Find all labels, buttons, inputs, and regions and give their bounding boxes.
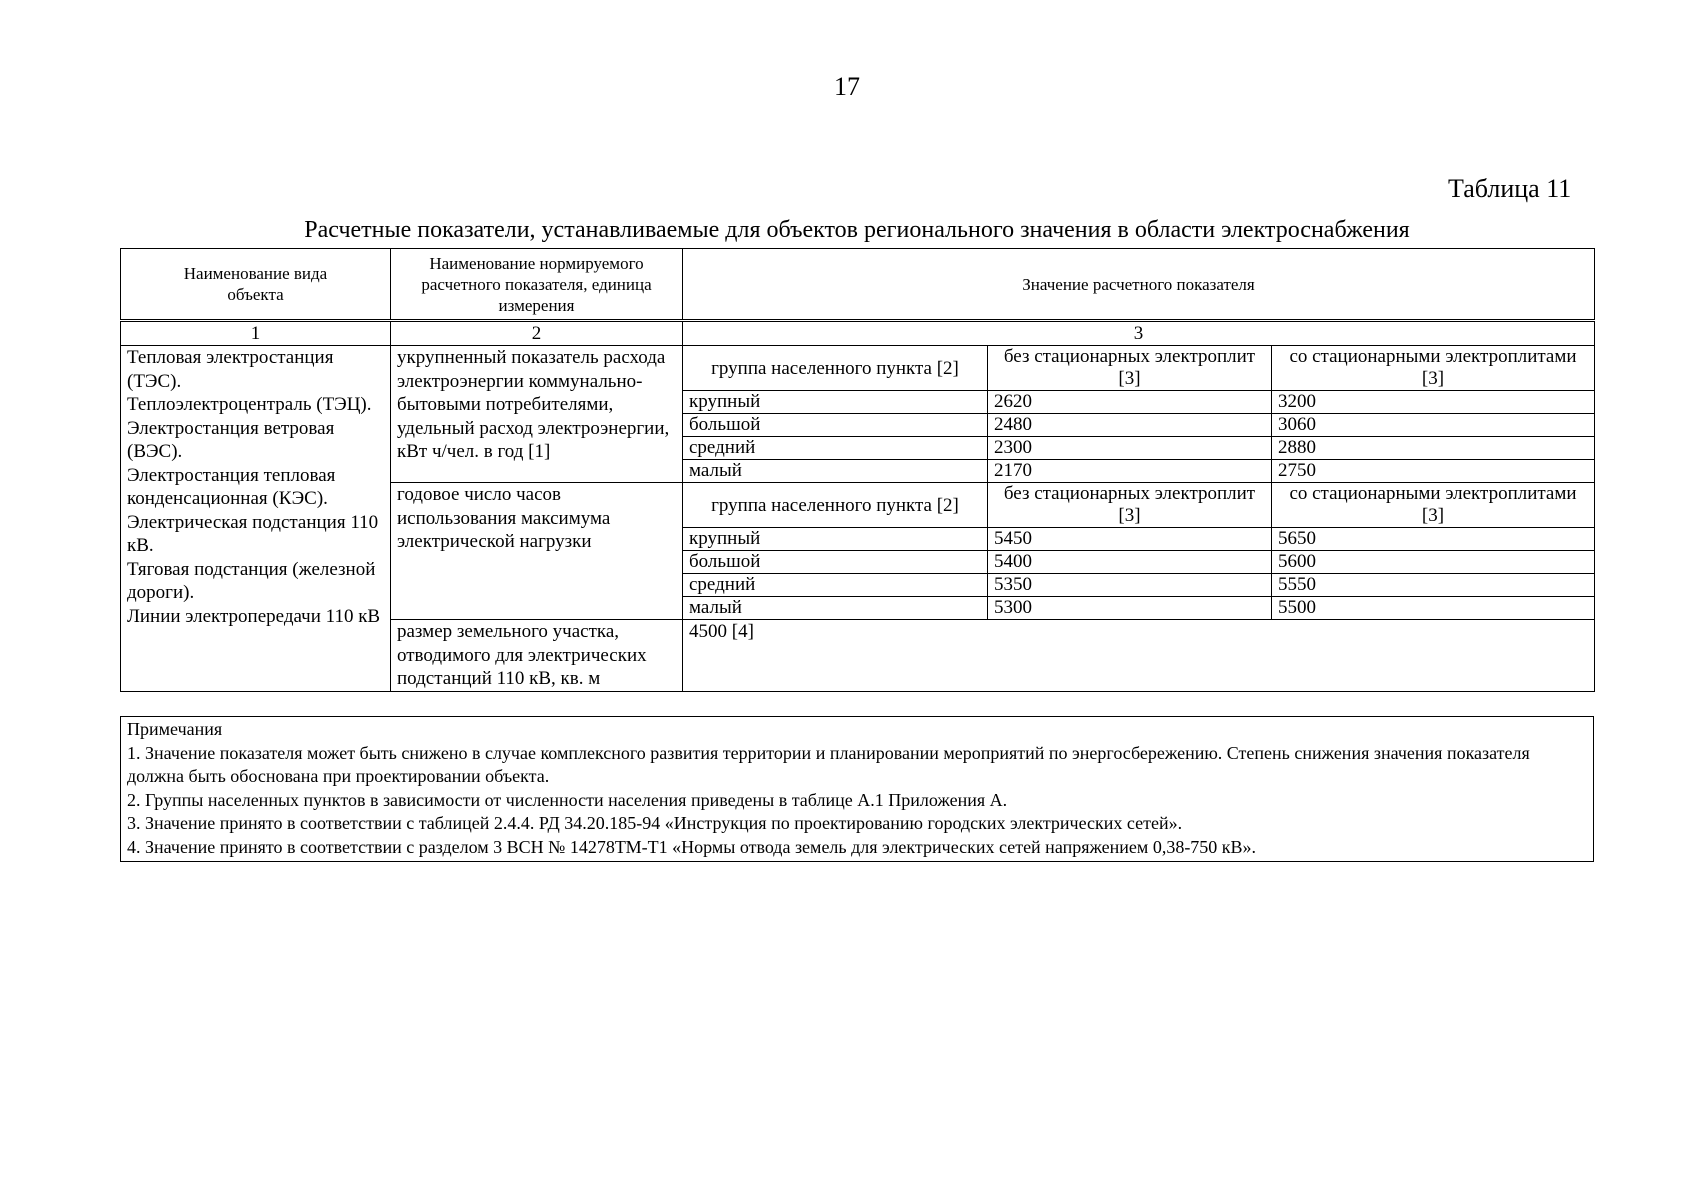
value-no-stove: 2480 — [988, 414, 1272, 437]
value-no-stove: 5300 — [988, 597, 1272, 620]
group-name: малый — [683, 597, 988, 620]
value-stove: 2750 — [1272, 460, 1595, 483]
group-name: большой — [683, 551, 988, 574]
value-no-stove: 5400 — [988, 551, 1272, 574]
object-type: Теплоэлектроцентраль (ТЭЦ). — [127, 394, 372, 415]
no-stove-header: без стационарных электроплит [3] — [988, 346, 1272, 391]
header-value: Значение расчетного показателя — [683, 249, 1595, 321]
value-no-stove: 2300 — [988, 437, 1272, 460]
group-name: большой — [683, 414, 988, 437]
object-type: Тепловая электростанция (ТЭС). — [127, 347, 334, 392]
value-stove: 3060 — [1272, 414, 1595, 437]
object-type: Тяговая подстанция (железной дороги). — [127, 558, 376, 603]
indicators-table — [120, 248, 1595, 692]
object-type: Электростанция ветровая (ВЭС). — [127, 417, 335, 462]
note-item: 4. Значение принято в соответствии с разделом 3 ВСН № 14278ТМ-Т1 «Нормы отвода земель для электрических сетей напряжением 0,38-750 кВ». — [127, 836, 1257, 857]
section-1-header-row — [121, 346, 1595, 391]
note-item: 1. Значение показателя может быть снижено в случае комплексного развития территории и планировании мероприятий по энергосбережению. Степень снижения значения показателя должна быть обоснована при проектировании объекта. — [127, 742, 1530, 786]
page-number: 17 — [834, 72, 860, 101]
value-stove: 3200 — [1272, 391, 1595, 414]
group-name: средний — [683, 574, 988, 597]
stove-header: со стационарными электроплитами [3] — [1272, 483, 1595, 528]
object-type: Электрическая подстанция 110 кВ. — [127, 511, 379, 556]
column-number: 1 — [121, 321, 391, 346]
group-header: группа населенного пункта [2] — [683, 346, 988, 391]
object-types-cell — [121, 346, 391, 692]
value-no-stove: 2170 — [988, 460, 1272, 483]
header-indicator: Наименование нормируемого расчетного показателя, единица измерения — [391, 249, 683, 321]
value-stove: 5650 — [1272, 528, 1595, 551]
no-stove-header: без стационарных электроплит [3] — [988, 483, 1272, 528]
notes-title: Примечания — [127, 719, 223, 739]
indicator-cell: годовое число часов использования максимума электрической нагрузки — [391, 483, 683, 620]
table-title: Расчетные показатели, устанавливаемые для объектов регионального значения в области электроснабжения — [304, 217, 1410, 243]
header-object-type: Наименование вида объекта — [121, 249, 391, 321]
value-no-stove: 5450 — [988, 528, 1272, 551]
column-number: 2 — [391, 321, 683, 346]
value-stove: 5550 — [1272, 574, 1595, 597]
value-stove: 5500 — [1272, 597, 1595, 620]
notes-block — [120, 716, 1594, 862]
column-number: 3 — [683, 321, 1595, 346]
group-header: группа населенного пункта [2] — [683, 483, 988, 528]
indicator-cell: размер земельного участка, отводимого для электрических подстанций 110 кВ, кв. м — [391, 620, 683, 692]
group-name: малый — [683, 460, 988, 483]
indicator-cell: укрупненный показатель расхода электроэнергии коммунально-бытовыми потребителями, удельный расход электроэнергии, кВт ч/чел. в год [1] — [391, 346, 683, 483]
note-item: 3. Значение принято в соответствии с таблицей 2.4.4. РД 34.20.185-94 «Инструкция по проектированию городских электрических сетей». — [127, 813, 1183, 833]
table-label: Таблица 11 — [1448, 174, 1572, 203]
column-number-row — [121, 321, 1595, 346]
group-name: крупный — [683, 391, 988, 414]
object-type: Линии электропередачи 110 кВ — [127, 605, 381, 627]
object-type: Электростанция тепловая конденсационная (КЭС). — [127, 464, 336, 509]
group-name: средний — [683, 437, 988, 460]
value-stove: 5600 — [1272, 551, 1595, 574]
value-no-stove: 2620 — [988, 391, 1272, 414]
value-no-stove: 5350 — [988, 574, 1272, 597]
stove-header: со стационарными электроплитами [3] — [1272, 346, 1595, 391]
note-item: 2. Группы населенных пунктов в зависимости от численности населения приведены в таблице А.1 Приложения А. — [127, 789, 1008, 810]
group-name: крупный — [683, 528, 988, 551]
value-stove: 2880 — [1272, 437, 1595, 460]
table-header-row — [121, 249, 1595, 321]
land-plot-value: 4500 [4] — [683, 620, 1595, 692]
